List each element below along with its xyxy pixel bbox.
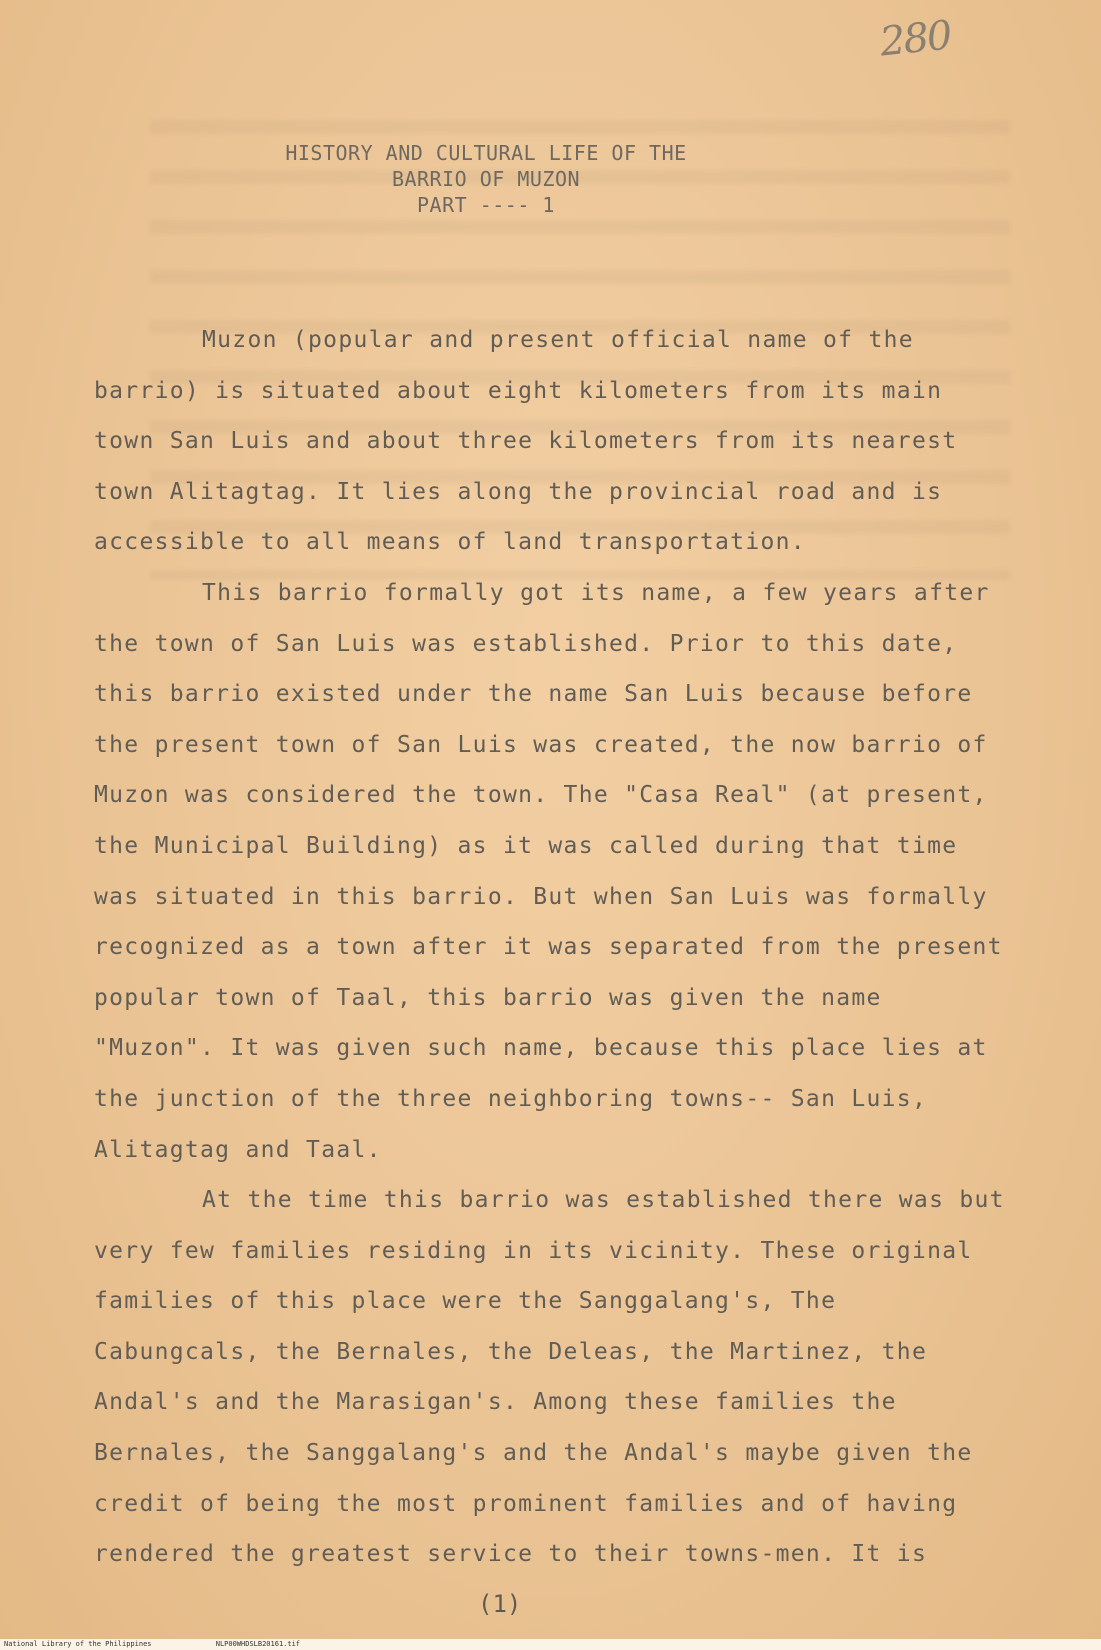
title-line-2: BARRIO OF MUZON bbox=[391, 167, 581, 191]
handwritten-page-number: 280 bbox=[877, 12, 953, 66]
paragraph-3: At the time this barrio was established there was but very few families residing in its vicinity. These original families of this place were the Sanggalang's, The Cabungcals, the Bernales, the Deleas, the Martinez, the Andal's and the Marasigan's. Among these families the Bernales, the Sanggalang's and the Andal's maybe given the credit of being the most prominent families and of having rendered the greatest service to their towns-men. It is bbox=[94, 1187, 1005, 1568]
title-line-1: HISTORY AND CULTURAL LIFE OF THE bbox=[285, 141, 687, 165]
paragraph-2: This barrio formally got its name, a few years after the town of San Luis was established. Prior to this date, this barrio existed under the name San Luis because before the present town of San Luis was created, the now barrio of Muzon was considered the town. The "Casa Real" (at present, the Municipal Building) as it was called during that time was situated in this barrio. But when San Luis was formally recognized as a town after it was separated from the present popular town of Taal, this barrio was given the name "Muzon". It was given such name, because this place lies at the junction of the three neighboring towns-- San Luis, Alitagtag and Taal. bbox=[94, 579, 1003, 1163]
paragraph-1: Muzon (popular and present official name of the barrio) is situated about eight kilometers from its main town San Luis and about three kilometers from its nearest town Alitagtag. It lies along the provincial road and is accessible to all means of land transportation. bbox=[94, 327, 958, 556]
source-strip bbox=[0, 1639, 1101, 1650]
source-library: National Library of the Philippines bbox=[4, 1640, 152, 1648]
title-line-3: PART ---- 1 bbox=[417, 193, 555, 217]
source-filename: NLP00WHDSLB20161.tif bbox=[215, 1640, 301, 1648]
footer-page-number: (1) bbox=[478, 1590, 522, 1618]
body-text bbox=[94, 315, 1009, 1580]
document-title bbox=[236, 140, 736, 218]
